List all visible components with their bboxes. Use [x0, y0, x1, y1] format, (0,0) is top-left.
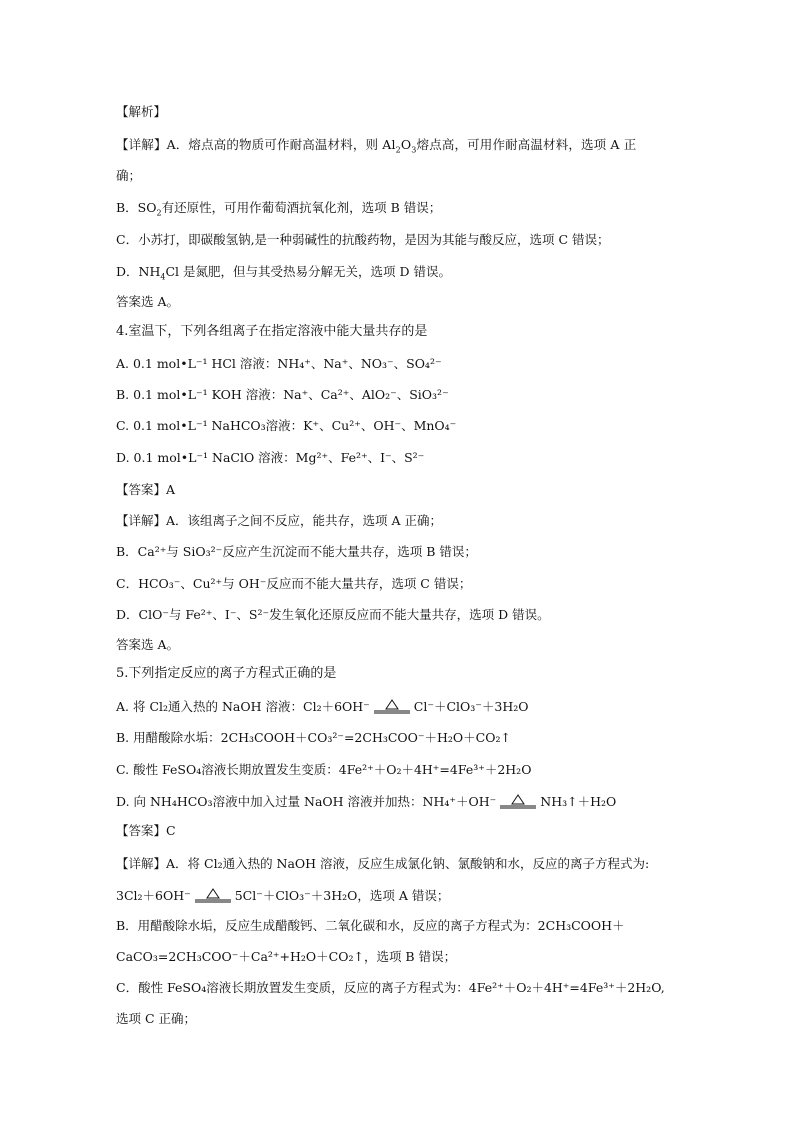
q3-b-pre: B．SO — [116, 200, 157, 215]
q5-da-post: 5Cl⁻＋ClO₃⁻＋3H₂O，选项 A 错误； — [234, 888, 450, 903]
q5-detail-a-equation — [116, 887, 449, 904]
q3-o-text: O — [400, 137, 412, 152]
q4-option-a: A. 0.1 mol•L⁻¹ HCl 溶液：NH₄⁺、Na⁺、NO₃⁻、SO₄²⁻ — [116, 356, 442, 371]
q4-detail-c: C．HCO₃⁻、Cu²⁺与 OH⁻反应而不能大量共存，选项 C 错误； — [116, 576, 472, 591]
q3-detail-a-end: 熔点高，可用作耐高温材料，选项 A 正 — [416, 137, 637, 152]
q5-d-pre: D. 向 NH₄HCO₃溶液中加入过量 NaOH 溶液并加热：NH₄⁺＋OH⁻ — [116, 794, 497, 809]
q3-detail-a-line2: 确； — [116, 168, 142, 183]
q4-answer: 答案选 A。 — [116, 637, 180, 652]
q5-option-c: C. 酸性 FeSO₄溶液长期放置发生变质：4Fe²⁺＋O₂＋4H⁺=4Fe³⁺＋2H₂O — [116, 762, 532, 777]
heating-equals-icon — [498, 793, 538, 809]
q5-detail-c: C．酸性 FeSO₄溶液长期放置发生变质，反应的离子方程式为：4Fe²⁺＋O₂＋4H⁺=4Fe³⁺＋2H₂O, — [116, 980, 665, 995]
q5-option-d — [116, 793, 616, 810]
q4-stem: 4.室温下，下列各组离子在指定溶液中能大量共存的是 — [116, 324, 428, 339]
q4-detail-b: B．Ca²⁺与 SiO₃²⁻反应产生沉淀而不能大量共存，选项 B 错误； — [116, 544, 477, 559]
q4-detail-a: 【详解】A．该组离子之间不反应，能共存，选项 A 正确； — [116, 513, 443, 528]
q5-a-pre: A. 将 Cl₂通入热的 NaOH 溶液：Cl₂＋6OH⁻ — [116, 699, 370, 714]
q5-detail-b-equation: CaCO₃=2CH₃COO⁻＋Ca²⁺+H₂O＋CO₂↑，选项 B 错误； — [116, 949, 457, 964]
q5-detail-c-end: 选项 C 正确； — [116, 1011, 197, 1026]
q3-al-sub: 2 — [395, 145, 401, 155]
q3-b-sub: 2 — [156, 208, 162, 218]
section-heading-analysis: 【解析】 — [116, 104, 167, 119]
q4-answer-tag: 【答案】A — [116, 482, 176, 497]
q3-detail-a-line1 — [116, 137, 636, 153]
q5-option-a — [116, 698, 528, 715]
q3-detail-b — [116, 200, 441, 216]
q3-detail-c: C．小苏打，即碳酸氢钠,是一种弱碱性的抗酸药物，是因为其能与酸反应，选项 C 错误； — [116, 232, 610, 247]
q3-answer: 答案选 A。 — [116, 294, 180, 309]
q3-d-sub: 4 — [160, 272, 166, 282]
q3-detail-d — [116, 264, 451, 280]
q4-option-b: B. 0.1 mol•L⁻¹ KOH 溶液：Na⁺、Ca²⁺、AlO₂⁻、SiO₃²⁻ — [116, 387, 449, 402]
q5-detail-a: 【详解】A．将 Cl₂通入热的 NaOH 溶液，反应生成氯化钠、氯酸钠和水，反应的离子方程式为: — [116, 856, 650, 871]
q3-b-post: 有还原性，可用作葡萄酒抗氧化剂，选项 B 错误； — [161, 200, 442, 215]
q4-option-d: D. 0.1 mol•L⁻¹ NaClO 溶液：Mg²⁺、Fe²⁺、I⁻、S²⁻ — [116, 450, 425, 465]
q3-d-post: Cl 是氮肥，但与其受热易分解无关，选项 D 错误。 — [165, 264, 451, 279]
q5-a-post: Cl⁻＋ClO₃⁻＋3H₂O — [413, 699, 529, 714]
heating-equals-icon — [372, 698, 412, 714]
q5-option-b: B. 用醋酸除水垢：2CH₃COOH＋CO₃²⁻=2CH₃COO⁻＋H₂O＋CO₂↑ — [116, 730, 511, 745]
q4-detail-d: D．ClO⁻与 Fe²⁺、I⁻、S²⁻发生氧化还原反应而不能大量共存，选项 D 错误。 — [116, 607, 550, 622]
q3-d-pre: D．NH — [116, 264, 161, 279]
q3-o-sub: 3 — [411, 145, 417, 155]
q5-d-post: NH₃↑＋H₂O — [540, 794, 617, 809]
heating-equals-icon — [193, 887, 233, 903]
q5-da-pre: 3Cl₂＋6OH⁻ — [116, 888, 191, 903]
q5-answer-tag: 【答案】C — [116, 823, 176, 838]
q5-stem: 5.下列指定反应的离子方程式正确的是 — [116, 666, 337, 681]
q5-detail-b: B．用醋酸除水垢，反应生成醋酸钙、二氧化碳和水，反应的离子方程式为：2CH₃COOH＋ — [116, 918, 625, 933]
q4-option-c: C. 0.1 mol•L⁻¹ NaHCO₃溶液：K⁺、Cu²⁺、OH⁻、MnO₄⁻ — [116, 418, 457, 433]
q3-detail-a-text: 【详解】A．熔点高的物质可作耐高温材料，则 Al — [116, 137, 396, 152]
